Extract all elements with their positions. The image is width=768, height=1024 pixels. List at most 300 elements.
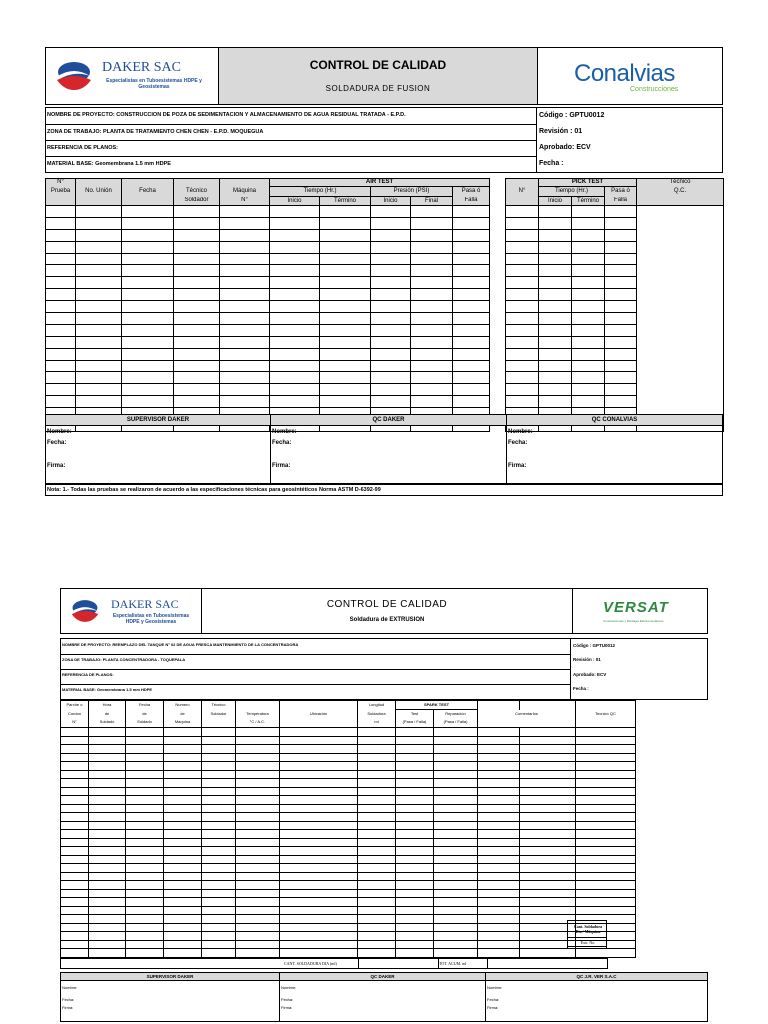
table-cell[interactable]	[202, 864, 236, 873]
table-cell[interactable]	[76, 348, 122, 360]
table-cell[interactable]	[280, 770, 358, 779]
table-cell[interactable]	[478, 779, 520, 788]
table-cell[interactable]	[576, 745, 636, 754]
table-cell[interactable]	[76, 206, 122, 218]
table-cell[interactable]	[478, 787, 520, 796]
table-cell[interactable]	[89, 855, 126, 864]
table-cell[interactable]	[396, 906, 434, 915]
table-cell[interactable]	[520, 881, 576, 890]
table-cell[interactable]	[478, 838, 520, 847]
table-cell[interactable]	[411, 348, 453, 360]
table-cell[interactable]	[126, 728, 164, 737]
table-cell[interactable]	[358, 753, 396, 762]
table-cell[interactable]	[61, 898, 89, 907]
table-cell[interactable]	[61, 804, 89, 813]
table-cell[interactable]	[174, 301, 220, 313]
table-cell[interactable]	[61, 770, 89, 779]
table-cell[interactable]	[89, 804, 126, 813]
table-cell[interactable]	[520, 906, 576, 915]
table-cell[interactable]	[236, 872, 280, 881]
table-cell[interactable]	[280, 855, 358, 864]
table-cell[interactable]	[434, 881, 478, 890]
table-cell[interactable]	[478, 898, 520, 907]
table-cell[interactable]	[174, 313, 220, 325]
table-cell[interactable]	[453, 372, 490, 384]
table-cell[interactable]	[506, 301, 539, 313]
table-cell[interactable]	[411, 253, 453, 265]
table-cell[interactable]	[605, 277, 637, 289]
table-cell[interactable]	[358, 906, 396, 915]
table-cell[interactable]	[220, 253, 270, 265]
table-cell[interactable]	[61, 745, 89, 754]
table-cell[interactable]	[126, 770, 164, 779]
table-cell[interactable]	[434, 736, 478, 745]
table-cell[interactable]	[478, 949, 520, 958]
table-cell[interactable]	[453, 324, 490, 336]
table-cell[interactable]	[453, 384, 490, 396]
table-cell[interactable]	[46, 313, 76, 325]
table-cell[interactable]	[164, 864, 202, 873]
table-cell[interactable]	[539, 348, 572, 360]
table-cell[interactable]	[126, 915, 164, 924]
table-cell[interactable]	[220, 384, 270, 396]
table-cell[interactable]	[576, 787, 636, 796]
table-cell[interactable]	[478, 728, 520, 737]
table-cell[interactable]	[434, 889, 478, 898]
table-cell[interactable]	[76, 277, 122, 289]
table-cell[interactable]	[576, 906, 636, 915]
table-cell[interactable]	[236, 736, 280, 745]
table-cell[interactable]	[358, 949, 396, 958]
table-cell[interactable]	[576, 736, 636, 745]
table-cell[interactable]	[220, 313, 270, 325]
table-cell[interactable]	[236, 762, 280, 771]
table-cell[interactable]	[506, 360, 539, 372]
table-cell[interactable]	[371, 206, 411, 218]
table-cell[interactable]	[371, 313, 411, 325]
table-cell[interactable]	[478, 745, 520, 754]
table-cell[interactable]	[164, 889, 202, 898]
table-cell[interactable]	[506, 277, 539, 289]
table-cell[interactable]	[411, 229, 453, 241]
table-cell[interactable]	[126, 940, 164, 949]
table-cell[interactable]	[520, 813, 576, 822]
table-cell[interactable]	[61, 736, 89, 745]
table-cell[interactable]	[358, 855, 396, 864]
table-cell[interactable]	[89, 770, 126, 779]
table-cell[interactable]	[236, 753, 280, 762]
table-cell[interactable]	[89, 949, 126, 958]
table-cell[interactable]	[174, 229, 220, 241]
table-cell[interactable]	[220, 289, 270, 301]
table-cell[interactable]	[61, 881, 89, 890]
table-cell[interactable]	[434, 830, 478, 839]
table-cell[interactable]	[358, 804, 396, 813]
table-cell[interactable]	[89, 779, 126, 788]
table-cell[interactable]	[520, 889, 576, 898]
table-cell[interactable]	[520, 821, 576, 830]
table-cell[interactable]	[576, 881, 636, 890]
table-cell[interactable]	[126, 881, 164, 890]
table-cell[interactable]	[236, 855, 280, 864]
table-cell[interactable]	[202, 838, 236, 847]
table-cell[interactable]	[280, 753, 358, 762]
table-cell[interactable]	[126, 898, 164, 907]
table-cell[interactable]	[320, 301, 371, 313]
table-cell[interactable]	[506, 265, 539, 277]
table-cell[interactable]	[478, 889, 520, 898]
table-cell[interactable]	[46, 301, 76, 313]
table-cell[interactable]	[520, 787, 576, 796]
table-cell[interactable]	[126, 753, 164, 762]
table-cell[interactable]	[236, 923, 280, 932]
table-cell[interactable]	[89, 898, 126, 907]
table-cell[interactable]	[61, 779, 89, 788]
table-cell[interactable]	[122, 277, 174, 289]
table-cell[interactable]	[478, 813, 520, 822]
table-cell[interactable]	[576, 864, 636, 873]
table-cell[interactable]	[396, 932, 434, 941]
table-cell[interactable]	[126, 889, 164, 898]
table-cell[interactable]	[174, 372, 220, 384]
table-cell[interactable]	[202, 736, 236, 745]
table-cell[interactable]	[122, 241, 174, 253]
table-cell[interactable]	[202, 847, 236, 856]
table-cell[interactable]	[164, 847, 202, 856]
table-cell[interactable]	[320, 241, 371, 253]
table-cell[interactable]	[396, 864, 434, 873]
table-cell[interactable]	[164, 872, 202, 881]
table-cell[interactable]	[236, 906, 280, 915]
table-cell[interactable]	[396, 821, 434, 830]
table-cell[interactable]	[270, 301, 320, 313]
table-cell[interactable]	[371, 336, 411, 348]
table-cell[interactable]	[46, 241, 76, 253]
table-cell[interactable]	[280, 838, 358, 847]
table-cell[interactable]	[126, 787, 164, 796]
table-cell[interactable]	[122, 229, 174, 241]
table-cell[interactable]	[434, 762, 478, 771]
table-cell[interactable]	[320, 384, 371, 396]
table-cell[interactable]	[320, 217, 371, 229]
table-cell[interactable]	[411, 372, 453, 384]
table-cell[interactable]	[506, 253, 539, 265]
table-cell[interactable]	[605, 396, 637, 408]
table-cell[interactable]	[202, 949, 236, 958]
table-cell[interactable]	[358, 889, 396, 898]
table-cell[interactable]	[576, 855, 636, 864]
table-cell[interactable]	[358, 881, 396, 890]
table-cell[interactable]	[358, 915, 396, 924]
table-cell[interactable]	[434, 915, 478, 924]
table-cell[interactable]	[637, 206, 724, 432]
table-cell[interactable]	[371, 241, 411, 253]
table-cell[interactable]	[396, 923, 434, 932]
table-cell[interactable]	[174, 217, 220, 229]
table-cell[interactable]	[280, 796, 358, 805]
table-cell[interactable]	[46, 360, 76, 372]
table-cell[interactable]	[539, 265, 572, 277]
table-cell[interactable]	[164, 881, 202, 890]
table-cell[interactable]	[396, 736, 434, 745]
table-cell[interactable]	[434, 940, 478, 949]
table-cell[interactable]	[89, 745, 126, 754]
table-cell[interactable]	[478, 940, 520, 949]
table-cell[interactable]	[506, 241, 539, 253]
table-cell[interactable]	[220, 301, 270, 313]
table-cell[interactable]	[358, 779, 396, 788]
table-cell[interactable]	[434, 779, 478, 788]
table-cell[interactable]	[358, 745, 396, 754]
table-cell[interactable]	[396, 915, 434, 924]
table-cell[interactable]	[434, 770, 478, 779]
table-cell[interactable]	[174, 348, 220, 360]
table-cell[interactable]	[396, 872, 434, 881]
table-cell[interactable]	[126, 949, 164, 958]
table-cell[interactable]	[164, 949, 202, 958]
table-cell[interactable]	[280, 949, 358, 958]
table-cell[interactable]	[126, 855, 164, 864]
table-cell[interactable]	[174, 360, 220, 372]
table-cell[interactable]	[396, 889, 434, 898]
table-cell[interactable]	[126, 779, 164, 788]
table-cell[interactable]	[126, 923, 164, 932]
table-cell[interactable]	[605, 360, 637, 372]
table-cell[interactable]	[576, 821, 636, 830]
table-cell[interactable]	[122, 217, 174, 229]
table-cell[interactable]	[371, 348, 411, 360]
table-cell[interactable]	[520, 838, 576, 847]
table-cell[interactable]	[126, 864, 164, 873]
table-cell[interactable]	[270, 396, 320, 408]
table-cell[interactable]	[164, 787, 202, 796]
table-cell[interactable]	[396, 728, 434, 737]
table-cell[interactable]	[396, 940, 434, 949]
table-cell[interactable]	[164, 898, 202, 907]
table-cell[interactable]	[576, 770, 636, 779]
table-cell[interactable]	[396, 804, 434, 813]
table-cell[interactable]	[61, 906, 89, 915]
table-cell[interactable]	[358, 762, 396, 771]
table-cell[interactable]	[202, 932, 236, 941]
table-cell[interactable]	[453, 289, 490, 301]
table-cell[interactable]	[270, 348, 320, 360]
table-cell[interactable]	[520, 762, 576, 771]
table-cell[interactable]	[358, 736, 396, 745]
table-cell[interactable]	[358, 898, 396, 907]
table-cell[interactable]	[202, 830, 236, 839]
table-cell[interactable]	[89, 906, 126, 915]
table-cell[interactable]	[605, 229, 637, 241]
table-cell[interactable]	[434, 745, 478, 754]
table-cell[interactable]	[89, 736, 126, 745]
table-cell[interactable]	[61, 932, 89, 941]
table-cell[interactable]	[236, 821, 280, 830]
table-cell[interactable]	[89, 796, 126, 805]
table-cell[interactable]	[164, 728, 202, 737]
table-cell[interactable]	[270, 360, 320, 372]
table-cell[interactable]	[396, 787, 434, 796]
table-cell[interactable]	[358, 864, 396, 873]
table-cell[interactable]	[520, 745, 576, 754]
table-cell[interactable]	[280, 872, 358, 881]
table-cell[interactable]	[434, 804, 478, 813]
table-cell[interactable]	[434, 838, 478, 847]
table-cell[interactable]	[46, 206, 76, 218]
table-cell[interactable]	[371, 253, 411, 265]
table-cell[interactable]	[89, 915, 126, 924]
table-cell[interactable]	[46, 384, 76, 396]
table-cell[interactable]	[576, 872, 636, 881]
table-cell[interactable]	[605, 301, 637, 313]
table-cell[interactable]	[280, 762, 358, 771]
table-cell[interactable]	[320, 372, 371, 384]
table-cell[interactable]	[76, 217, 122, 229]
table-cell[interactable]	[220, 336, 270, 348]
table-cell[interactable]	[572, 277, 605, 289]
table-cell[interactable]	[506, 372, 539, 384]
table-cell[interactable]	[61, 855, 89, 864]
table-cell[interactable]	[358, 728, 396, 737]
table-cell[interactable]	[478, 736, 520, 745]
table-cell[interactable]	[539, 277, 572, 289]
table-cell[interactable]	[396, 881, 434, 890]
table-cell[interactable]	[202, 898, 236, 907]
table-cell[interactable]	[576, 779, 636, 788]
table-cell[interactable]	[506, 324, 539, 336]
table-cell[interactable]	[122, 324, 174, 336]
table-cell[interactable]	[220, 277, 270, 289]
table-cell[interactable]	[411, 313, 453, 325]
table-cell[interactable]	[572, 348, 605, 360]
table-cell[interactable]	[605, 336, 637, 348]
table-cell[interactable]	[236, 728, 280, 737]
table-cell[interactable]	[202, 889, 236, 898]
table-cell[interactable]	[202, 915, 236, 924]
table-cell[interactable]	[539, 384, 572, 396]
table-cell[interactable]	[126, 830, 164, 839]
table-cell[interactable]	[320, 324, 371, 336]
table-cell[interactable]	[396, 949, 434, 958]
table-cell[interactable]	[122, 289, 174, 301]
table-cell[interactable]	[478, 830, 520, 839]
table-cell[interactable]	[89, 830, 126, 839]
table-cell[interactable]	[371, 229, 411, 241]
table-cell[interactable]	[320, 265, 371, 277]
table-cell[interactable]	[434, 796, 478, 805]
table-cell[interactable]	[89, 728, 126, 737]
table-cell[interactable]	[89, 923, 126, 932]
table-cell[interactable]	[434, 728, 478, 737]
table-cell[interactable]	[506, 229, 539, 241]
table-cell[interactable]	[270, 289, 320, 301]
table-cell[interactable]	[164, 813, 202, 822]
table-cell[interactable]	[411, 360, 453, 372]
table-cell[interactable]	[478, 906, 520, 915]
table-cell[interactable]	[605, 384, 637, 396]
table-cell[interactable]	[164, 804, 202, 813]
table-cell[interactable]	[396, 762, 434, 771]
table-cell[interactable]	[358, 872, 396, 881]
table-cell[interactable]	[174, 277, 220, 289]
table-cell[interactable]	[46, 372, 76, 384]
table-cell[interactable]	[236, 770, 280, 779]
table-cell[interactable]	[605, 324, 637, 336]
table-cell[interactable]	[572, 396, 605, 408]
table-cell[interactable]	[76, 253, 122, 265]
table-cell[interactable]	[236, 838, 280, 847]
table-cell[interactable]	[164, 796, 202, 805]
table-cell[interactable]	[122, 372, 174, 384]
table-cell[interactable]	[236, 932, 280, 941]
table-cell[interactable]	[478, 872, 520, 881]
table-cell[interactable]	[76, 396, 122, 408]
table-cell[interactable]	[76, 324, 122, 336]
table-cell[interactable]	[453, 313, 490, 325]
table-cell[interactable]	[174, 206, 220, 218]
table-cell[interactable]	[411, 336, 453, 348]
table-cell[interactable]	[164, 770, 202, 779]
table-cell[interactable]	[126, 821, 164, 830]
table-cell[interactable]	[605, 289, 637, 301]
table-cell[interactable]	[572, 229, 605, 241]
table-cell[interactable]	[46, 289, 76, 301]
table-cell[interactable]	[236, 796, 280, 805]
table-cell[interactable]	[270, 372, 320, 384]
table-cell[interactable]	[164, 753, 202, 762]
table-cell[interactable]	[605, 217, 637, 229]
table-cell[interactable]	[236, 847, 280, 856]
table-cell[interactable]	[371, 217, 411, 229]
table-cell[interactable]	[46, 324, 76, 336]
table-cell[interactable]	[520, 804, 576, 813]
table-cell[interactable]	[202, 779, 236, 788]
table-cell[interactable]	[411, 324, 453, 336]
table-cell[interactable]	[202, 762, 236, 771]
table-cell[interactable]	[280, 932, 358, 941]
table-cell[interactable]	[520, 872, 576, 881]
table-cell[interactable]	[478, 864, 520, 873]
table-cell[interactable]	[478, 762, 520, 771]
table-cell[interactable]	[126, 804, 164, 813]
table-cell[interactable]	[126, 906, 164, 915]
table-cell[interactable]	[320, 277, 371, 289]
table-cell[interactable]	[236, 881, 280, 890]
table-cell[interactable]	[174, 289, 220, 301]
table-cell[interactable]	[520, 864, 576, 873]
table-cell[interactable]	[358, 932, 396, 941]
table-cell[interactable]	[202, 821, 236, 830]
table-cell[interactable]	[434, 855, 478, 864]
table-cell[interactable]	[453, 360, 490, 372]
table-cell[interactable]	[358, 787, 396, 796]
table-cell[interactable]	[89, 932, 126, 941]
table-cell[interactable]	[280, 821, 358, 830]
table-cell[interactable]	[358, 770, 396, 779]
table-cell[interactable]	[411, 241, 453, 253]
table-cell[interactable]	[506, 384, 539, 396]
table-cell[interactable]	[411, 301, 453, 313]
table-cell[interactable]	[122, 265, 174, 277]
table-cell[interactable]	[396, 796, 434, 805]
table-cell[interactable]	[506, 313, 539, 325]
table-cell[interactable]	[46, 396, 76, 408]
table-cell[interactable]	[220, 348, 270, 360]
table-cell[interactable]	[576, 804, 636, 813]
table-cell[interactable]	[174, 265, 220, 277]
table-cell[interactable]	[572, 301, 605, 313]
table-cell[interactable]	[220, 324, 270, 336]
